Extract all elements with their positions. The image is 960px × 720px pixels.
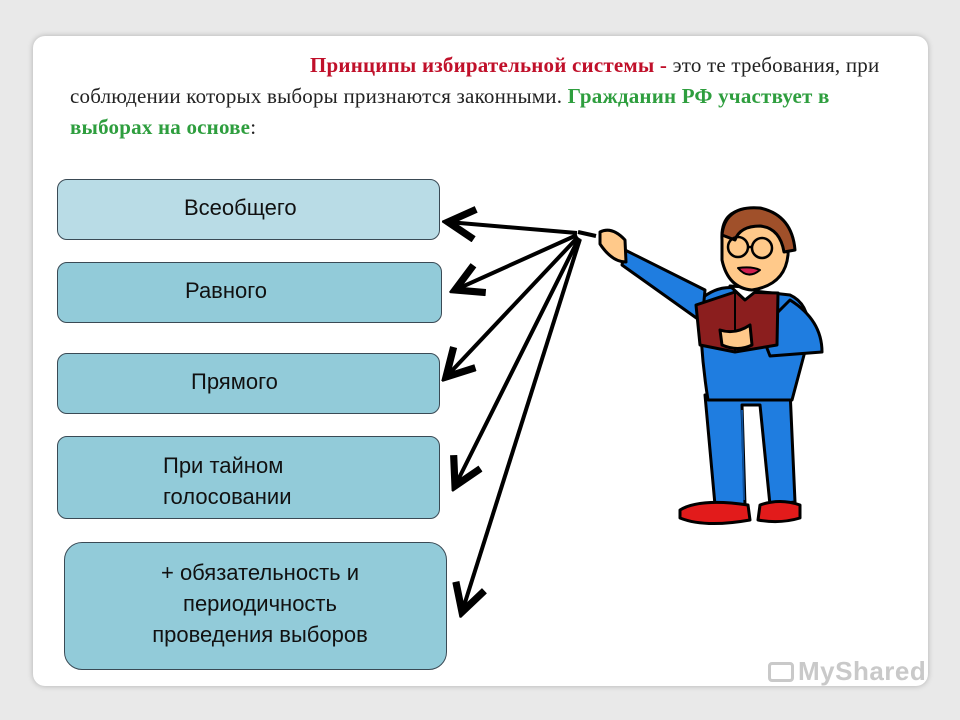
intro-body: это те требования, при соблюдении которых выборы признаются законными.	[70, 53, 880, 108]
logo-text: MyShared	[798, 656, 927, 686]
intro-colon: :	[250, 115, 257, 139]
presentation-icon	[768, 662, 794, 682]
arrow-to-universal	[448, 222, 577, 233]
principle-label: Всеобщего	[184, 195, 297, 220]
principle-label: + обязательность и периодичность проведения выборов	[152, 560, 368, 647]
pointer-arrows	[446, 222, 580, 612]
intro-highlight: Гражданин РФ участвует в выборах на основе	[70, 84, 830, 139]
principle-label: При тайном голосовании	[163, 453, 292, 509]
teacher-figure	[578, 208, 822, 524]
principle-label: Прямого	[191, 369, 278, 394]
principle-label: Равного	[185, 278, 268, 303]
intro-title: Принципы избирательной системы -	[310, 53, 673, 77]
myshared-logo	[768, 656, 926, 687]
arrow-to-secret	[455, 238, 579, 486]
